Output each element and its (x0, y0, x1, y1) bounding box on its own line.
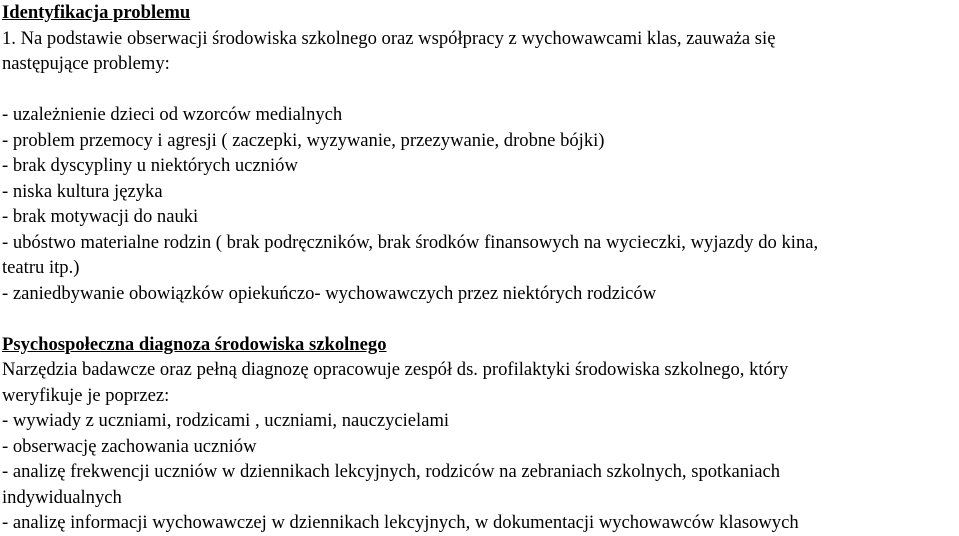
spacer (2, 77, 957, 103)
problem-item: - ubóstwo materialne rodzin ( brak podręczników, brak środków finansowych na wycieczki, wyjazdy do kina, (2, 231, 819, 253)
section-heading-problem-identification: Identyfikacja problemu (2, 2, 191, 23)
section-heading-diagnosis: Psychospołeczna diagnoza środowiska szkolnego (2, 333, 387, 355)
problem-item: - zaniedbywanie obowiązków opiekuńczo- wychowawczych przez niektórych rodziców (2, 282, 657, 304)
method-item: - wywiady z uczniami, rodzicami , uczniami, nauczycielami (2, 410, 450, 431)
method-item: - obserwację zachowania uczniów (2, 435, 257, 457)
problem-item: - problem przemocy i agresji ( zaczepki, wyzywanie, przezywanie, drobne bójki) (2, 129, 605, 151)
problem-item-continuation: teatru itp.) (2, 257, 80, 278)
problem-item: - uzależnienie dzieci od wzorców medialnych (2, 104, 343, 125)
document-page (2, 0, 957, 536)
spacer (2, 306, 957, 332)
section1-intro-line2: następujące problemy: (2, 53, 170, 74)
method-item-continuation: indywidualnych (2, 486, 122, 508)
section2-intro-line1: Narzędzia badawcze oraz pełną diagnozę opracowuje zespół ds. profilaktyki środowiska szkolnego, który (2, 359, 789, 380)
method-item: - analizę frekwencji uczniów w dziennikach lekcyjnych, rodziców na zebraniach szkolnych, spotkaniach (2, 461, 781, 482)
method-item: - analizę informacji wychowawczej w dziennikach lekcyjnych, w dokumentacji wychowawców klasowych (2, 512, 799, 533)
section2-intro-line2: weryfikuje je poprzez: (2, 384, 170, 406)
problem-item: - brak motywacji do nauki (2, 206, 199, 227)
section1-intro-line1: 1. Na podstawie obserwacji środowiska szkolnego oraz współpracy z wychowawcami klas, zauważa się (2, 27, 776, 49)
problem-item: - brak dyscypliny u niektórych uczniów (2, 155, 298, 176)
problem-item: - niska kultura języka (2, 180, 163, 202)
